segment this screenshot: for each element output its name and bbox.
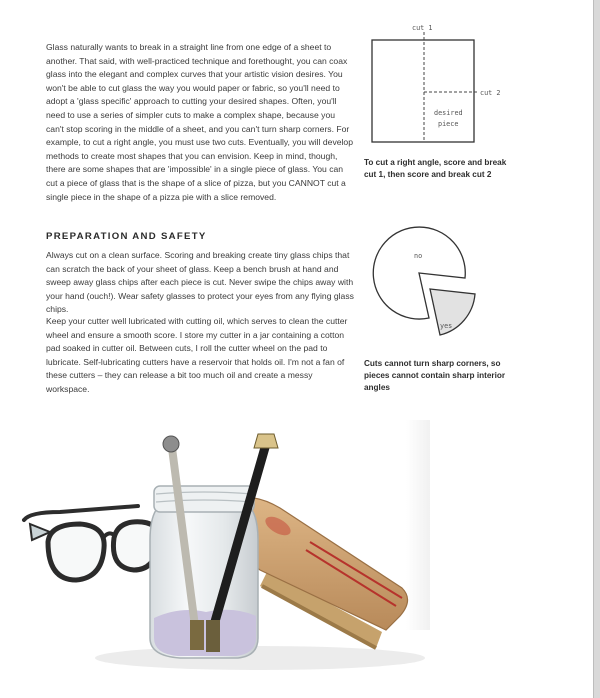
glasses-left-lens: [48, 524, 104, 580]
glass-sheet: [372, 40, 474, 142]
intro-paragraph: Glass naturally wants to break in a straight line from one edge of a sheet to another. That said, with well-practiced technique and forethought, you can coax glass into the elegant and complex curves that your artistic vision desires. You won't be able to cut glass the way you would paper or fabric, so you'll need to adopt a 'glass specific' approach to cutting your desired shapes. Often, you'll need to use a series of simpler cuts to make a complex shape, because you can't stop scoring in the middle of a sheet, and you can't turn sharp corners. For example, to cut a right angle, you must use two cuts. Eventually, you will develop methods to create most shapes that you can envision. Keep in mind, though, there are some shapes that are 'impossible' in a single piece of glass. You can cut a piece of glass that is the shape of a slice of pizza, but you CANNOT cut a single piece in the shape of a pizza pie with a slice removed.: [46, 42, 353, 202]
right-angle-caption: To cut a right angle, score and break cut 1, then score and break cut 2: [364, 158, 507, 179]
pizza-slice: [430, 289, 475, 335]
tools-photo: [10, 420, 430, 680]
safety-glasses: [24, 506, 159, 580]
no-label: no: [414, 252, 423, 260]
cutter-2-cap: [254, 434, 278, 448]
safety-paragraph: Always cut on a clean surface. Scoring and breaking create tiny glass chips that can scratch the back of your sheet of glass. Keep a bench brush at hand and sweep away glass chips after each piece is cut. Never swipe the chips away with your hand (ouch!). Wear safety glasses to protect your eyes from any flying glass chips.: [46, 250, 354, 315]
pizza-caption: Cuts cannot turn sharp corners, so pieces cannot contain sharp interior angles: [364, 359, 506, 392]
glasses-temple-arm: [24, 506, 138, 520]
cutter-1-ball: [163, 436, 179, 452]
cotton-pad: [154, 610, 256, 656]
page-edge: [594, 0, 600, 698]
cutter-2-head: [206, 620, 220, 652]
pizza-diagram: [368, 218, 498, 343]
cut-2-label: cut 2: [480, 89, 501, 97]
yes-label: yes: [440, 322, 453, 330]
lubrication-paragraph: Keep your cutter well lubricated with cutting oil, which serves to clean the cutter wheel and ensure a smooth score. I store my cutter in a jar containing a cotton pad soaked in cutter oil. Between cuts, I roll the cutter wheel on the pad to lubricate. Self-lubricating cutters have a reservoir that holds oil. I'm not a fan of these cutters – they can release a bit too much oil and create a messy workspace.: [46, 316, 348, 394]
photo-shadow: [95, 646, 425, 670]
cutter-1-head: [190, 620, 204, 650]
jar-rim: [154, 486, 254, 512]
desired-label: desired: [434, 109, 463, 117]
right-angle-diagram: [360, 20, 520, 155]
section-heading: PREPARATION AND SAFETY: [46, 231, 207, 242]
cut-1-label: cut 1: [412, 24, 433, 32]
piece-label: piece: [438, 120, 459, 128]
